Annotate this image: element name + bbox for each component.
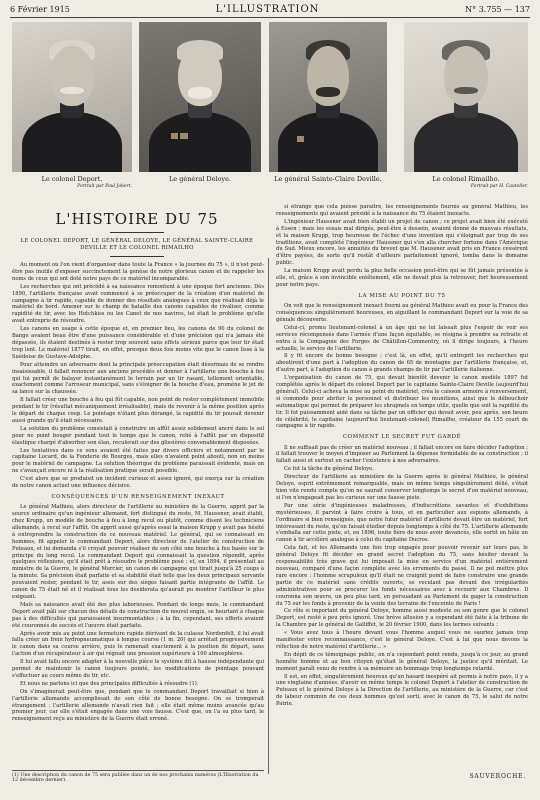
portrait-caption: Le colonel Deport. — [41, 175, 103, 183]
article-paragraph: Il fallait créer une bouche à feu qui fût capable, non point de rester complètement immobile pendant le tir (résultat mécaniquement irréalisable), mais de revenir à la même position après le départ de chaque coup. Le pointage n'étant plus dérangé, la rapidité du tir pouvait devenir aussi grande qu'il était nécessaire. — [12, 397, 264, 424]
article-paragraph: Ce fut la tâche du général Deloye. — [284, 466, 374, 473]
portrait-sainte-claire-deville — [269, 22, 387, 184]
article-paragraph: L'organisation du canon de 75, qui devait bientôt devenir le canon modèle 1897 fut complétée après le départ du colonel Deport par le capitaine Sainte-Claire Deville (aujourd'hui général). Celui-ci acheva la mise au point du matériel, créa le caisson armoire à renversement, si commode pour abriter le personnel et distribuer les munitions, ainsi que le débouchoir automatique qui permet de préparer les shrapnels en temps utile, quelle que soit la rapidité du tir. Il fut puissamment aidé dans sa tâche par un officier qui devait avoir, peu après, son heure de célébrité, le capitaine (aujourd'hui lieutenant-colonel) Rimailho, créateur du 155 court de campagne à tir rapide. — [276, 375, 528, 430]
article-paragraph: Directeur de l'artillerie au ministère de la Guerre après le général Mathieu, le général Deloye, esprit extrêmement remarquable, mais un même temps singulièrement délié, s'était bien vite rendu compte qu'on ne saurait conserver longtemps le secret d'un matériel nouveau, si l'on n'engageait pas les curieux sur une fausse piste. — [276, 474, 528, 501]
portrait-row — [12, 22, 528, 198]
issue-page-number: N° 3.755 — 137 — [465, 5, 530, 14]
portrait-photo-deloye — [139, 22, 261, 172]
portrait-caption: Le général Sainte-Claire Deville. — [274, 175, 382, 183]
portrait-caption: Le général Deloye. — [168, 175, 232, 183]
article-paragraph: La solution du problème consistait à construire un affût assez solidement ancré dans le sol pour ne point bouger pendant tout le temps que le canon, relié à l'affût par un dispositif élastique chargé d'absorber son élan, reculerait sur des glissières convenablement disposées. — [12, 425, 264, 446]
portrait-rimailho — [404, 22, 528, 189]
portrait-photo-deport — [12, 22, 132, 172]
article-paragraph: Au moment où l'on vient d'organiser dans toute la France « la journée du 75 », il n'est peut-être pas inutile d'exposer succinctement la genèse de notre glorieux canon et de rappeler les noms de ceux qui ont doté notre pays de ce matériel incomparable. — [12, 262, 264, 282]
section-heading: COMMENT LE SECRET FUT GARDÉ — [342, 434, 462, 441]
article-paragraph: En dépit de ce témoignage public, on n'a cependant point rendu, jusqu'à ce jour, au grand honnête homme et au bon citoyen qu'était le général Deloye, la justice qu'il méritait. Le moment paraît venu de rendre à sa mémoire un hommage trop longtemps retardé. — [276, 651, 528, 672]
portrait-deport — [12, 22, 132, 189]
article-paragraph: Les tentatives dans ce sens avaient été faites par divers officiers et notamment par le capitaine Locard, de la Fonderie de Bourges, mais elles n'avaient point abouti, non en moins pour le matériel de campagne. La solution théorique du problème paraissait évidente, mais on ne s'avançait encore ni à la réalisation pratique serait possible. — [12, 447, 264, 475]
issue-date: 6 Février 1915 — [10, 5, 70, 14]
article-paragraph: Les recherches qui ont précédé à sa naissance remontent à une époque fort ancienne. Dès 1890, l'artillerie française avait commencé à se préoccuper de la création d'un matériel de campagne à tir rapide, capable de donner des résultats analogues à ceux que réalisait déjà le matériel de bord. Amener sur le champ de bataille des canons capables de rivaliser, comme rapidité de tir, avec les Hotchkiss ou les Canet de nos navires, tel était le problème qu'elle avait entrepris de résoudre. — [12, 283, 264, 325]
article-paragraph: On s'imaginerait peut-être que, pendant que le commandant Deport travaillait si bien à l'artillerie allemande accomplissait de son côté de bonne besogne. On se tromperait étrangement : l'artillerie allemande n'avait rien fait ; elle était même moins avancée qu'au premier jour, car elle s'était engagée dans une voie fausse. C'est que, on l'a su plus tard, le renseignement reçu au ministère de la Guerre était erroné. — [12, 688, 264, 723]
article-paragraph: Et nous ne parlons ici que des principales difficultés à résoudre (1). — [20, 680, 199, 687]
article-column-left — [12, 262, 264, 768]
page-header — [10, 2, 530, 18]
article-paragraph: Par une série d'ingénieuses maladresses, d'indiscrétions savantes et d'exhibitions mystérieuses, il parvint à faire croire à tous, et en particulier aux espions allemands, à l'ordinaire si bien renseignés, que notre futur matériel d'artillerie devait être un matériel, fort intéressant du reste, qu'on faisait étudier depuis longtemps à côté du 75. L'artillerie allemande s'emballa sur cette piste, et, en 1896, toute fière de nous avoir devancés, elle sortit en hâte un canon à tir accéléré analogue à celui du capitaine Ducros. — [276, 502, 528, 544]
article-paragraph: Pour atteindre un adversaire dont la principale préoccupation était désormais de se rendre insaisissable, il fallait renoncer aux anciens procédés et donner à l'artillerie une bouche à feu qui lui permît de balayer instantanément le terrain par un tir rasant, tellement orientable, exactement comme l'arroseur municipal, sans s'éloigner de la bouche d'eau, promène le jet de sa lance sur la chaussée. — [12, 361, 264, 396]
article-paragraph: La maison Krupp avait perdu la plus belle occasion peut-être qui se fût jamais présentée à elle, et, grâce à son invincible entêtement, elle ne devait plus la retrouver, fort heureusement pour notre pays. — [276, 268, 528, 288]
portrait-deloye — [139, 22, 261, 184]
portrait-photo-rimailho — [404, 22, 528, 172]
article-paragraph: Cela fait, et les Allemands une fois trop engagés pour pouvoir revenir sur leurs pas, le général Deloye fit décider en grand secret l'adoption du 75, sans hésiter devant la responsabilité très grave qui lui imposait la mise en service d'un matériel entièrement nouveau, comparé d'une façon complète avec les errements du passé. Il ne put mettre plus rare encore : l'homme scrupuleux qu'il était ne craignit point de faire construire une grande partie de ce matériel sans crédits ouverts, se reculant pas devant des irrégularités administratives pour se procurer les fonds nécessaires avec à recourir aux Chambres. Il couronna son œuvre, un peu plus tard, en persuadant au Parlement de gager la construction du 75 sur les fonds à provenir de la vente des terrains de l'enceinte de Paris ! — [276, 545, 528, 607]
article-paragraph: C'est alors que se produisit un incident curieux et assez ignoré, qui exerça sur la création de notre canon actuel une influence décisive. — [12, 476, 264, 490]
article-column-right — [276, 204, 528, 772]
portrait-credit: Portrait par H. Cautelier. — [470, 184, 528, 189]
portrait-photo-sainte-claire-deville — [269, 22, 387, 172]
article-paragraph: Ce rôle si important du général Deloye, homme aussi modeste ou son genre que le colonel Deport, est resté à peu près ignoré. Une brève allusion y a cependant été faite à la tribune de la Chambre par le général de Galliffet, le 20 février 1900, dans les termes suivants : — [276, 608, 528, 629]
portrait-credit: Portrait par Paul Jobert. — [77, 184, 132, 189]
column-divider — [268, 258, 269, 774]
article-paragraph: L'ingénieur Haussner avait bien établi un projet de canon ; ce projet avait bien été exécuté à Essen ; mais les essais mal dirigés, peut-être à dessein, avaient donné de mauvais résultats, et la maison Krupp, trop heureuse de l'échec d'une invention qui s'éloignait par trop de ses traditions, avait complété l'ingénieur Haussner qui s'en alla chercher fortune dans l'Amérique du Sud. Mieux encore, les annuités du brevet que M. Haussner avait pris en France cessèrent d'être payées, de sorte qu'il restât d'ailleurs parfaitement ignoré, tomba dans le domaine public. — [276, 218, 528, 267]
article-paragraph: Il ne suffisait pas de créer un matériel nouveau ; il fallait encore en faire décider l'adoption ; il fallait trouver le moyen d'imposer au Parlement la dépense formidable de sa construction ; il fallait aussi et surtout en cacher l'existence à nos adversaires. — [276, 444, 528, 465]
section-heading: LA MISE AU POINT DU 75 — [358, 292, 446, 299]
article-paragraph: si étrange que cela puisse paraître, les renseignements fournis au général Mathieu, les renseignements qui avaient présidé à la naissance du 75 étaient inexacts. — [276, 204, 528, 217]
article-paragraph: Il y fit encore de bonne besogne ; c'est là, en effet, qu'il entreprit les recherches qui aboutirent d'une part à l'adoption du canon de 65 de montagne par l'artillerie française, et, d'autre part, à l'adoption du canon à grands champs de tir par l'artillerie italienne. — [276, 353, 528, 374]
article-footnote: (1) Une description du canon de 75 sera publiée dans un de nos prochains numéros (L'Illustration du 12 décembre dernier). — [12, 770, 264, 783]
author-signature: SAUVEROCHE. — [469, 773, 526, 780]
subtitle-rule — [110, 256, 164, 257]
title-rule — [110, 232, 164, 233]
section-heading: CONSÉQUENCES D'UN RENSEIGNEMENT INEXACT — [51, 494, 225, 500]
article-paragraph: Les canons en usage à cette époque et, en premier lieu, les canons de 90 du colonel de Bange avaient beau être d'une puissance considérable et d'une précision qui n'a jamais été dépassée, ils étaient destinés à rester trop souvent sans effets sérieux parce que leur tir était trop lent. Le matériel 1877 tirait, en effet, presque deux fois moins vite que le canon lisse à la Suédoise de Gustave-Adolphe. — [12, 326, 264, 360]
article-paragraph: Il lui avait fallu encore adapter à la nouvelle pièce le système dit à hausse indépendante qui permet de maintenir le canon toujours pointé, les modifications de pointage pouvant s'effectuer au cours même du tir, etc. — [12, 659, 264, 679]
article-subtitle: LE COLONEL DEPORT, LE GÉNÉRAL DELOYE, LE GÉNÉRAL SAINTE-CLAIRE DEVILLE ET LE COLONEL RIMAILHO — [20, 238, 254, 252]
portrait-caption: Le colonel Rimailho. — [432, 175, 500, 183]
article-paragraph: Mais sa naissance avait été des plus laborieuses. Pendant de longs mois, le commandant Deport avait pâli sur chacun des détails de construction du nouvel engin, se heurtant à chaque pas à des difficultés qui paraissaient insurmontables ; à la fin, cependant, ses efforts avaient été couronnés de succès et l'œuvre était parfaite. — [12, 601, 264, 629]
masthead: L'ILLUSTRATION — [215, 4, 320, 15]
article-paragraph: Après avoir mis au point une fermeture rapide dérivant de la culasse Nordenfelt, il lui avait fallu créer un frein hydropneumatique à longue course (1 m. 20) qui arrêtait progressivement le canon dans sa course arrière, puis le ramenait exactement à la position de départ, sans l'action d'un récupérateur à air qui régnait une pression supérieure à 100 atmosphères. — [12, 630, 264, 658]
article-paragraph: Le général Mathieu, alors directeur de l'artillerie au ministère de la Guerre, apprit par la source ordinaire qu'un ingénieur allemand, fort distingué du reste, M. Haussner, avait établi, chez Krupp, un modèle de bouche à feu à long recul ou plutôt, comme disent les techniciens allemands, à recul sur l'affût. On apprit aussi qu'après essai la maison Krupp y avait pas hésité à entreprendre la construction de ce nouveau matériel. Le général, qui se connaissait en hommes, fit appeler le commandant Deport, alors directeur de l'atelier de construction de Puteaux, et lui demanda s'il croyait pouvoir réaliser de son côté une bouche à feu basée sur le principe du long recul. Le commandant Deport qui connaissait la question répondit, après quelques réflexions, qu'il était prêt à résoudre le problème posé ; et, en 1894, il présentait au ministre de la Guerre, le général Mercier, un canon de campagne qui tirait jusqu'à 25 coups à la minute. Sa précision était parfaite et sa stabilité était telle que les deux principaux servants pouvaient rester, pendant le tir, assis sur des sièges faisant partie intégrante de l'affût. Le canon de 75 était né et il réalisait tous les desiderata qu'aurait pu montrer l'artilleur le plus exigeant. — [12, 504, 264, 600]
article-title: L'HISTOIRE DU 75 — [55, 210, 219, 228]
article-paragraph: On voit que le renseignement inexact fourni au général Mathieu avait eu pour la France des conséquences singulièrement heureuses, en aiguillant le commandant Deport sur la voie de sa géniale découverte. — [276, 303, 528, 323]
article-paragraph: Il est, en effet, singulièrement heureux qu'un hasard inespéré ait permis à notre pays, il y a une vingtaine d'années, d'avoir en même temps le colonel Deport à l'atelier de construction de Puteaux et le général Deloye à la Direction de l'artillerie, au ministère de la Guerre, car c'est de labeur commun de ces deux hommes qu'est sorti, avec le canon de 75, le salut de notre Patrie. — [276, 673, 528, 708]
article-paragraph: Celui-ci, promu lieutenant-colonel à un âge qui ne lui laissait plus l'espoir de voir ses services récompensés dans l'armée d'une façon équitable, se résigna à prendre sa retraite et entra à la Compagnie des Forges de Châtillon-Commentry, où il dirige toujours, à l'heure actuelle, le service de l'artillerie. — [276, 324, 528, 352]
article-paragraph: « Vous avez tous à l'heure devant vous l'homme auquel vous ne sauriez jamais trop manifester votre reconnaissance, c'est le général Deloye. C'est à lui que nous devons la réfection de notre matériel d'artillerie... » — [276, 630, 528, 650]
